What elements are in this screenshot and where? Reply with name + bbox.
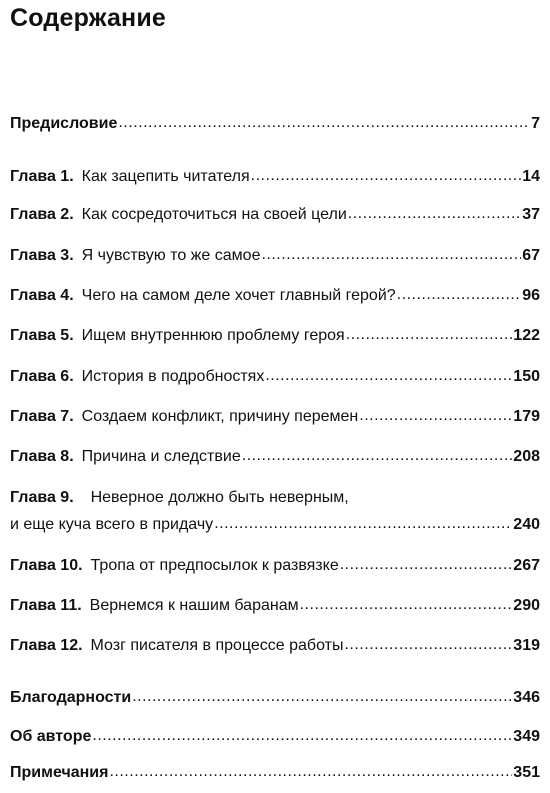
toc-entry-label: Глава 3.	[10, 247, 74, 264]
toc-leader-dots	[261, 245, 521, 265]
toc-entry-title-continued: и еще куча всего в придачу	[10, 516, 214, 533]
toc-entry-title: Как зацепить читателя	[81, 168, 250, 185]
toc-entry-chapter-2[interactable]	[10, 205, 540, 225]
toc-entry-label: Глава 2.	[10, 206, 74, 223]
toc-page-number: 67	[522, 247, 540, 264]
toc-leader-dots	[344, 635, 512, 655]
toc-page-number: 290	[513, 597, 540, 614]
toc-entry-label: Об авторе	[10, 728, 92, 745]
toc-page-number: 351	[513, 764, 540, 781]
toc-leader-dots	[214, 514, 512, 534]
toc-entry-acknowledgements[interactable]	[10, 688, 540, 708]
toc-entry-chapter-12[interactable]	[10, 636, 540, 656]
toc-entry-title: Ищем внутреннюю проблему героя	[81, 327, 345, 344]
toc-leader-dots	[346, 325, 513, 345]
toc-leader-dots	[132, 687, 512, 707]
toc-entry-chapter-9-line-1[interactable]	[10, 488, 349, 508]
toc-entry-title: Создаем конфликт, причину перемен	[81, 408, 359, 425]
toc-leader-dots	[340, 555, 513, 575]
toc-entry-label: Глава 12.	[10, 637, 83, 654]
toc-leader-dots	[300, 595, 513, 615]
toc-page-number: 179	[513, 408, 540, 425]
toc-page-number: 319	[513, 637, 540, 654]
toc-leader-dots	[359, 406, 512, 426]
toc-entry-about-author[interactable]	[10, 727, 540, 747]
toc-page-number: 14	[522, 168, 540, 185]
toc-entry-label: Благодарности	[10, 689, 132, 706]
toc-entry-chapter-11[interactable]	[10, 596, 540, 616]
toc-entry-chapter-4[interactable]	[10, 286, 540, 306]
toc-entry-label: Примечания	[10, 764, 109, 781]
toc-entry-label: Глава 11.	[10, 597, 82, 614]
toc-page-number: 208	[513, 448, 540, 465]
toc-entry-chapter-5[interactable]	[10, 326, 540, 346]
toc-page-number: 37	[522, 206, 540, 223]
toc-entry-title: История в подробностях	[81, 368, 265, 385]
toc-entry-chapter-10[interactable]	[10, 556, 540, 576]
toc-page-number: 96	[522, 287, 540, 304]
toc-page-number: 7	[531, 115, 540, 132]
page-title: Содержание	[10, 4, 167, 32]
toc-entry-title: Неверное должно быть неверным,	[90, 489, 349, 506]
toc-entry-label: Предисловие	[10, 115, 118, 132]
toc-entry-label: Глава 6.	[10, 368, 74, 385]
toc-entry-title: Вернемся к нашим баранам	[89, 597, 299, 614]
toc-page-number: 349	[513, 728, 540, 745]
toc-leader-dots	[109, 762, 512, 782]
toc-entry-chapter-1[interactable]	[10, 167, 540, 187]
toc-leader-dots	[242, 446, 513, 466]
toc-leader-dots	[118, 113, 530, 133]
toc-leader-dots	[397, 285, 522, 305]
toc-entry-notes[interactable]	[10, 763, 540, 783]
toc-entry-label: Глава 10.	[10, 557, 83, 574]
toc-entry-label: Глава 7.	[10, 408, 74, 425]
toc-entry-label: Глава 4.	[10, 287, 74, 304]
toc-entry-label: Глава 9.	[10, 489, 74, 506]
toc-entry-title: Чего на самом деле хочет главный герой?	[81, 287, 396, 304]
toc-entry-preface[interactable]	[10, 114, 540, 134]
toc-entry-title: Тропа от предпосылок к развязке	[90, 557, 339, 574]
toc-leader-dots	[265, 366, 512, 386]
toc-entry-title: Причина и следствие	[81, 448, 241, 465]
toc-page-number: 267	[513, 557, 540, 574]
toc-page-number: 346	[513, 689, 540, 706]
toc-leader-dots	[348, 204, 521, 224]
toc-entry-title: Мозг писателя в процессе работы	[90, 637, 344, 654]
toc-entry-label: Глава 8.	[10, 448, 74, 465]
toc-leader-dots	[92, 726, 512, 746]
toc-page-number: 122	[513, 327, 540, 344]
toc-entry-label: Глава 1.	[10, 168, 74, 185]
toc-entry-chapter-9-line-2[interactable]	[10, 515, 540, 535]
toc-entry-title: Как сосредоточиться на своей цели	[81, 206, 347, 223]
toc-leader-dots	[251, 166, 522, 186]
toc-entry-chapter-6[interactable]	[10, 367, 540, 387]
toc-entry-label: Глава 5.	[10, 327, 74, 344]
toc-entry-chapter-3[interactable]	[10, 246, 540, 266]
toc-entry-chapter-7[interactable]	[10, 407, 540, 427]
toc-page-number: 150	[513, 368, 540, 385]
toc-entry-title: Я чувствую то же самое	[81, 247, 261, 264]
toc-page-number: 240	[513, 516, 540, 533]
toc-entry-chapter-8[interactable]	[10, 447, 540, 467]
